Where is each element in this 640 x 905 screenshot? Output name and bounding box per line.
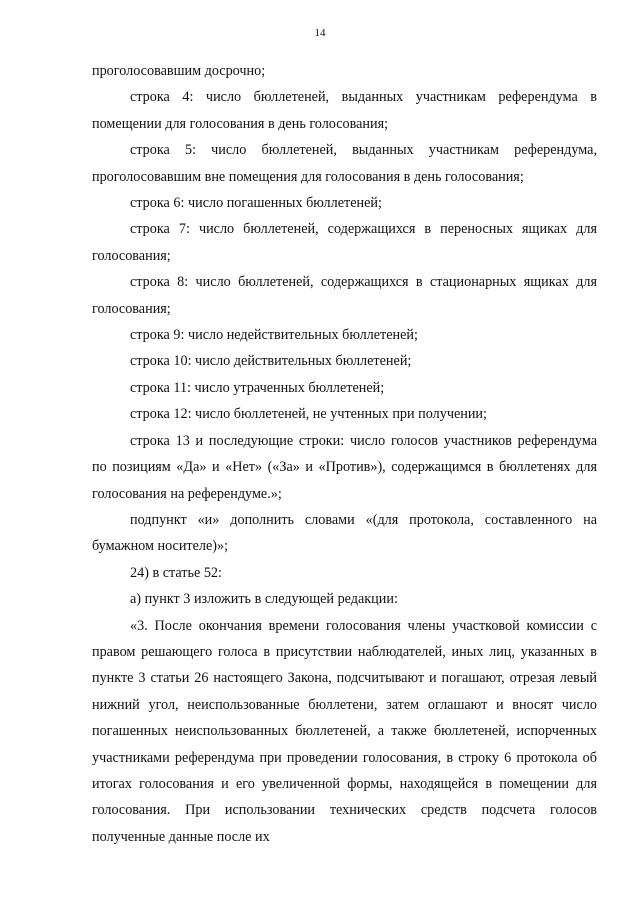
paragraph-14: а) пункт 3 изложить в следующей редакции: xyxy=(130,591,398,608)
paragraph-4: строка 6: число погашенных бюллетеней; xyxy=(130,195,382,212)
paragraph-10: строка 12: число бюллетеней, не учтенных при получении; xyxy=(130,406,487,423)
document-body xyxy=(92,58,597,850)
paragraph-5: строка 7: число бюллетеней, содержащихся в переносных ящиках для голосования; xyxy=(92,221,597,264)
paragraph-13: 24) в статье 52: xyxy=(130,564,222,581)
paragraph-1: проголосовавшим досрочно; xyxy=(92,63,266,79)
paragraph-11: строка 13 и последующие строки: число голосов участников референдума по позициям «Да» и «Нет» («За» и «Против»), содержащимся в бюллетенях для голосования на референдуме.»; xyxy=(92,432,597,502)
paragraph-7: строка 9: число недействительных бюллетеней; xyxy=(130,327,418,344)
paragraph-12: подпункт «и» дополнить словами «(для протокола, составленного на бумажном носителе)»; xyxy=(92,511,597,555)
page-number: 14 xyxy=(314,27,326,39)
paragraph-2: строка 4: число бюллетеней, выданных участникам референдума в помещении для голосования в день голосования; xyxy=(92,89,597,132)
paragraph-8: строка 10: число действительных бюллетеней; xyxy=(130,353,412,370)
paragraph-3: строка 5: число бюллетеней, выданных участникам референдума, проголосовавшим вне помещения для голосования в день голосования; xyxy=(92,142,597,185)
paragraph-6: строка 8: число бюллетеней, содержащихся в стационарных ящиках для голосования; xyxy=(92,274,597,317)
paragraph-9: строка 11: число утраченных бюллетеней; xyxy=(130,379,385,396)
paragraph-15: «3. После окончания времени голосования члены участковой комиссии с правом решающего голоса в присутствии наблюдателей, иных лиц, указанных в пункте 3 статьи 26 настоящего Закона, подсчитывают и погашают, отрезая левый нижний угол, неиспользованные бюллетени, затем оглашают и вносят число погашенных неиспользованных бюллетеней, а также бюллетеней, испорченных участниками референдума при проведении голосования, в строку 6 протокола об итогах голосования и его увеличенной формы, находящейся в помещении для голосования. При использовании технических средств подсчета голосов полученные данные после их xyxy=(92,617,597,845)
